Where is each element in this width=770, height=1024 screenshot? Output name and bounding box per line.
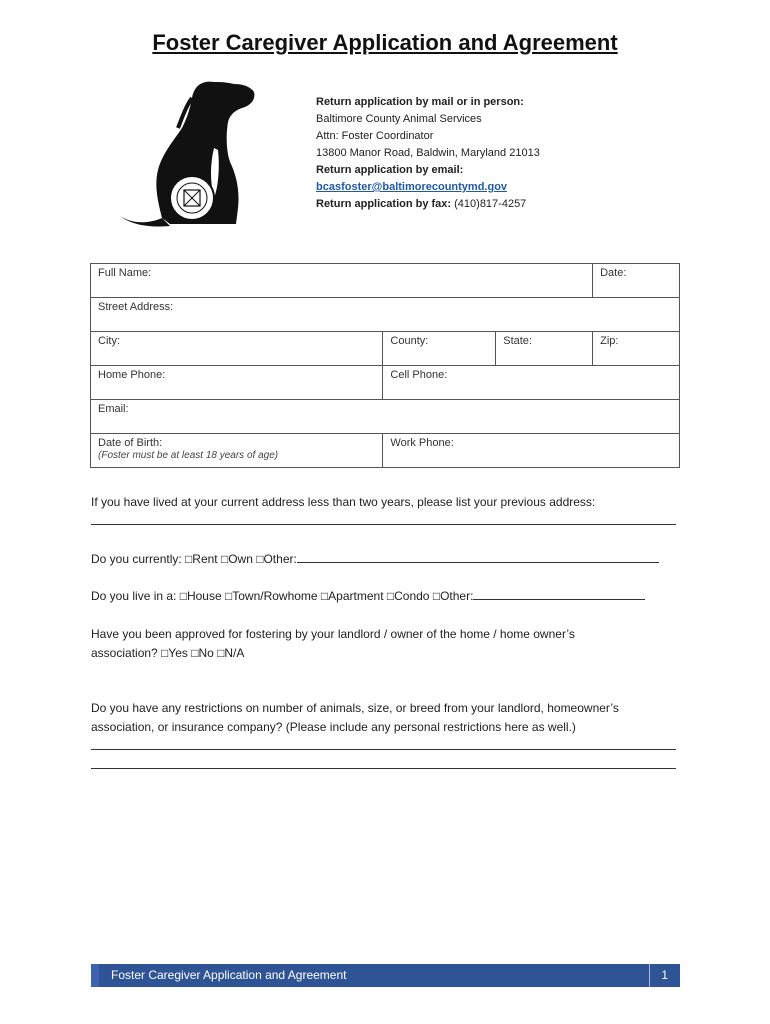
agency-name: Baltimore County Animal Services bbox=[316, 113, 482, 125]
page-number: 1 bbox=[661, 968, 668, 982]
street-address: 13800 Manor Road, Baldwin, Maryland 21013 bbox=[316, 147, 540, 159]
footer-title: Foster Caregiver Application and Agreement bbox=[111, 968, 347, 982]
email-heading: Return application by email: bbox=[316, 164, 464, 176]
restrictions-line-1[interactable] bbox=[91, 737, 676, 750]
page-title: Foster Caregiver Application and Agreement bbox=[152, 30, 618, 55]
date-of-birth-field[interactable]: Date of Birth: (Foster must be at least 18 years of age) bbox=[91, 434, 383, 468]
zip-field[interactable]: Zip: bbox=[593, 332, 680, 366]
ownership-other-line[interactable] bbox=[297, 550, 659, 563]
attention-line: Attn: Foster Coordinator bbox=[316, 130, 434, 142]
residence-other-line[interactable] bbox=[473, 587, 645, 600]
email-field[interactable]: Email: bbox=[91, 400, 680, 434]
state-field[interactable]: State: bbox=[496, 332, 593, 366]
previous-address-question: If you have lived at your current address less than two years, please list your previous address: bbox=[91, 493, 683, 531]
date-field[interactable]: Date: bbox=[593, 264, 680, 298]
cell-phone-field[interactable]: Cell Phone: bbox=[383, 366, 680, 400]
restrictions-question: Do you have any restrictions on number of animals, size, or breed from your landlord, homeowner’s association, or insurance company? (Please include any personal restrictions here as well.) bbox=[91, 699, 683, 775]
return-instructions bbox=[316, 94, 540, 213]
residence-ownership-question: Do you currently: □Rent □Own □Other: bbox=[91, 550, 683, 569]
work-phone-field[interactable]: Work Phone: bbox=[383, 434, 680, 468]
restrictions-line-2[interactable] bbox=[91, 756, 676, 769]
previous-address-line[interactable] bbox=[91, 512, 676, 525]
fax-number: (410)817-4257 bbox=[451, 198, 527, 210]
city-field[interactable]: City: bbox=[91, 332, 383, 366]
email-link[interactable]: bcasfoster@baltimorecountymd.gov bbox=[316, 181, 508, 193]
page-footer bbox=[91, 964, 680, 987]
age-requirement-note: (Foster must be at least 18 years of age) bbox=[98, 450, 279, 461]
dog-silhouette-logo-icon bbox=[118, 78, 258, 228]
fax-label: Return application by fax: bbox=[316, 198, 452, 210]
full-name-field[interactable]: Full Name: bbox=[91, 264, 593, 298]
street-address-field[interactable]: Street Address: bbox=[91, 298, 680, 332]
mail-heading: Return application by mail or in person: bbox=[316, 96, 524, 108]
home-phone-field[interactable]: Home Phone: bbox=[91, 366, 383, 400]
landlord-approval-question: Have you been approved for fostering by your landlord / owner of the home / home owner’s association? □Yes □No □N/A bbox=[91, 627, 575, 660]
residence-type-question: Do you live in a: □House □Town/Rowhome □Apartment □Condo □Other: bbox=[91, 587, 683, 606]
county-field[interactable]: County: bbox=[383, 332, 496, 366]
applicant-info-table bbox=[90, 263, 680, 468]
